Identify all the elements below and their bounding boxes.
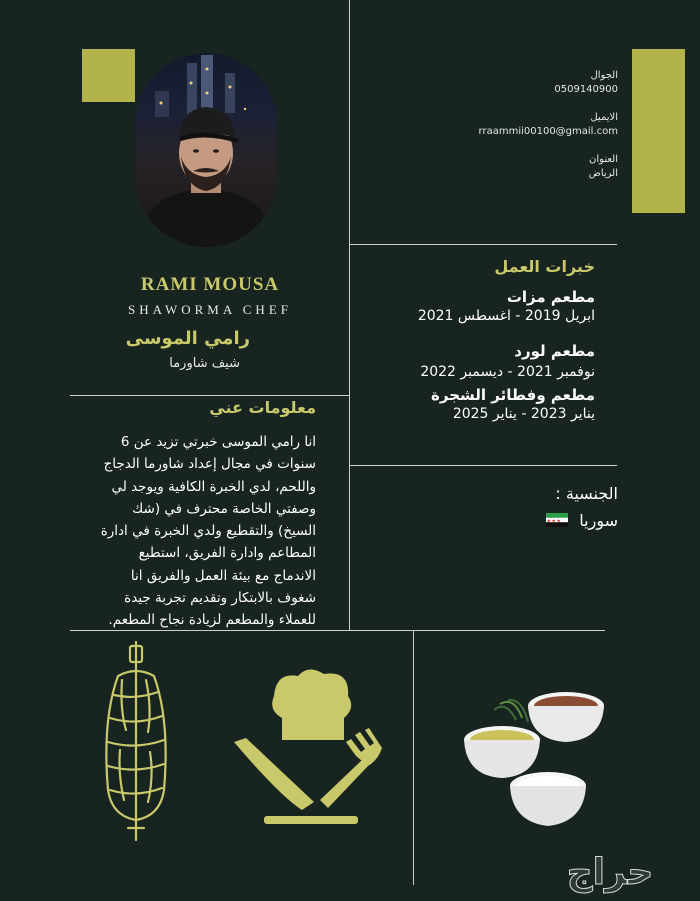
watermark-logo: حراج bbox=[566, 852, 654, 893]
job-title: مطعم لورد bbox=[514, 342, 595, 360]
about-line: واللحم، لدي الخبرة الكافية ويوجد لي bbox=[111, 478, 316, 495]
svg-text:★: ★ bbox=[556, 518, 562, 525]
experience-list bbox=[380, 288, 595, 422]
about-line: للعملاء والمطعم لزيادة نجاح المطعم. bbox=[108, 612, 316, 629]
sauce-bowls-icon bbox=[458, 680, 618, 844]
shawarma-spit-icon bbox=[90, 640, 182, 849]
name-arabic: رامي الموسى bbox=[125, 328, 250, 349]
divider-right-1 bbox=[349, 244, 617, 245]
about-line: المطاعم وادارة الفريق، استطيع bbox=[138, 545, 316, 562]
phone-label: الجوال bbox=[590, 70, 618, 81]
about-heading: معلومات عني bbox=[209, 398, 316, 417]
job-title: مطعم مزات bbox=[506, 288, 595, 306]
about-line: انا رامي الموسى خبرتي تزيد عن 6 bbox=[120, 434, 316, 450]
svg-text:★: ★ bbox=[546, 518, 552, 525]
title-arabic: شيف شاورما bbox=[169, 356, 240, 371]
title-english: SHAWORMA CHEF bbox=[127, 302, 292, 317]
chef-cutlery-icon bbox=[228, 668, 398, 837]
address-value: الرياض bbox=[588, 168, 618, 179]
nationality-value: سوريا bbox=[579, 511, 618, 530]
accent-square-left bbox=[82, 49, 135, 102]
nationality-row bbox=[460, 511, 618, 531]
job-dates: ابريل 2019 - اغسطس 2021 bbox=[417, 308, 595, 324]
about-paragraph bbox=[70, 431, 316, 632]
email-value: rraammii00100@gmail.com bbox=[478, 126, 618, 137]
divider-left-about bbox=[70, 395, 350, 396]
experience-heading: خبرات العمل bbox=[494, 257, 595, 276]
phone-value: 0509140900 bbox=[554, 84, 618, 95]
job-dates: نوفمبر 2021 - ديسمبر 2022 bbox=[420, 364, 595, 380]
email-label: الايميل bbox=[590, 112, 618, 123]
about-line: الاندماج مع بيئة العمل والفريق انا bbox=[130, 567, 316, 584]
address-label: العنوان bbox=[589, 154, 618, 165]
about-line: سنوات في مجال إعداد شاورما الدجاج bbox=[103, 456, 316, 473]
nationality-label: الجنسية : bbox=[555, 484, 618, 503]
profile-photo bbox=[135, 53, 277, 247]
job-dates: يناير 2023 - يناير 2025 bbox=[452, 406, 595, 422]
name-english: RAMI MOUSA bbox=[140, 274, 280, 295]
syria-flag-icon bbox=[546, 512, 568, 531]
svg-text:★: ★ bbox=[551, 518, 557, 525]
divider-right-2 bbox=[349, 465, 617, 466]
about-line: وصفتي الخاصة محترف في (شك bbox=[132, 500, 316, 517]
about-line: السيخ) والتقطيع ولدي الخبرة في ادارة bbox=[100, 523, 316, 540]
about-line: شغوف بالابتكار وتقديم تجربة جيدة bbox=[124, 590, 316, 607]
job-title: مطعم وفطائر الشجرة bbox=[431, 386, 595, 404]
accent-bar-right bbox=[632, 49, 685, 213]
contact-block bbox=[420, 70, 618, 179]
divider-vertical-bottom bbox=[413, 630, 414, 885]
